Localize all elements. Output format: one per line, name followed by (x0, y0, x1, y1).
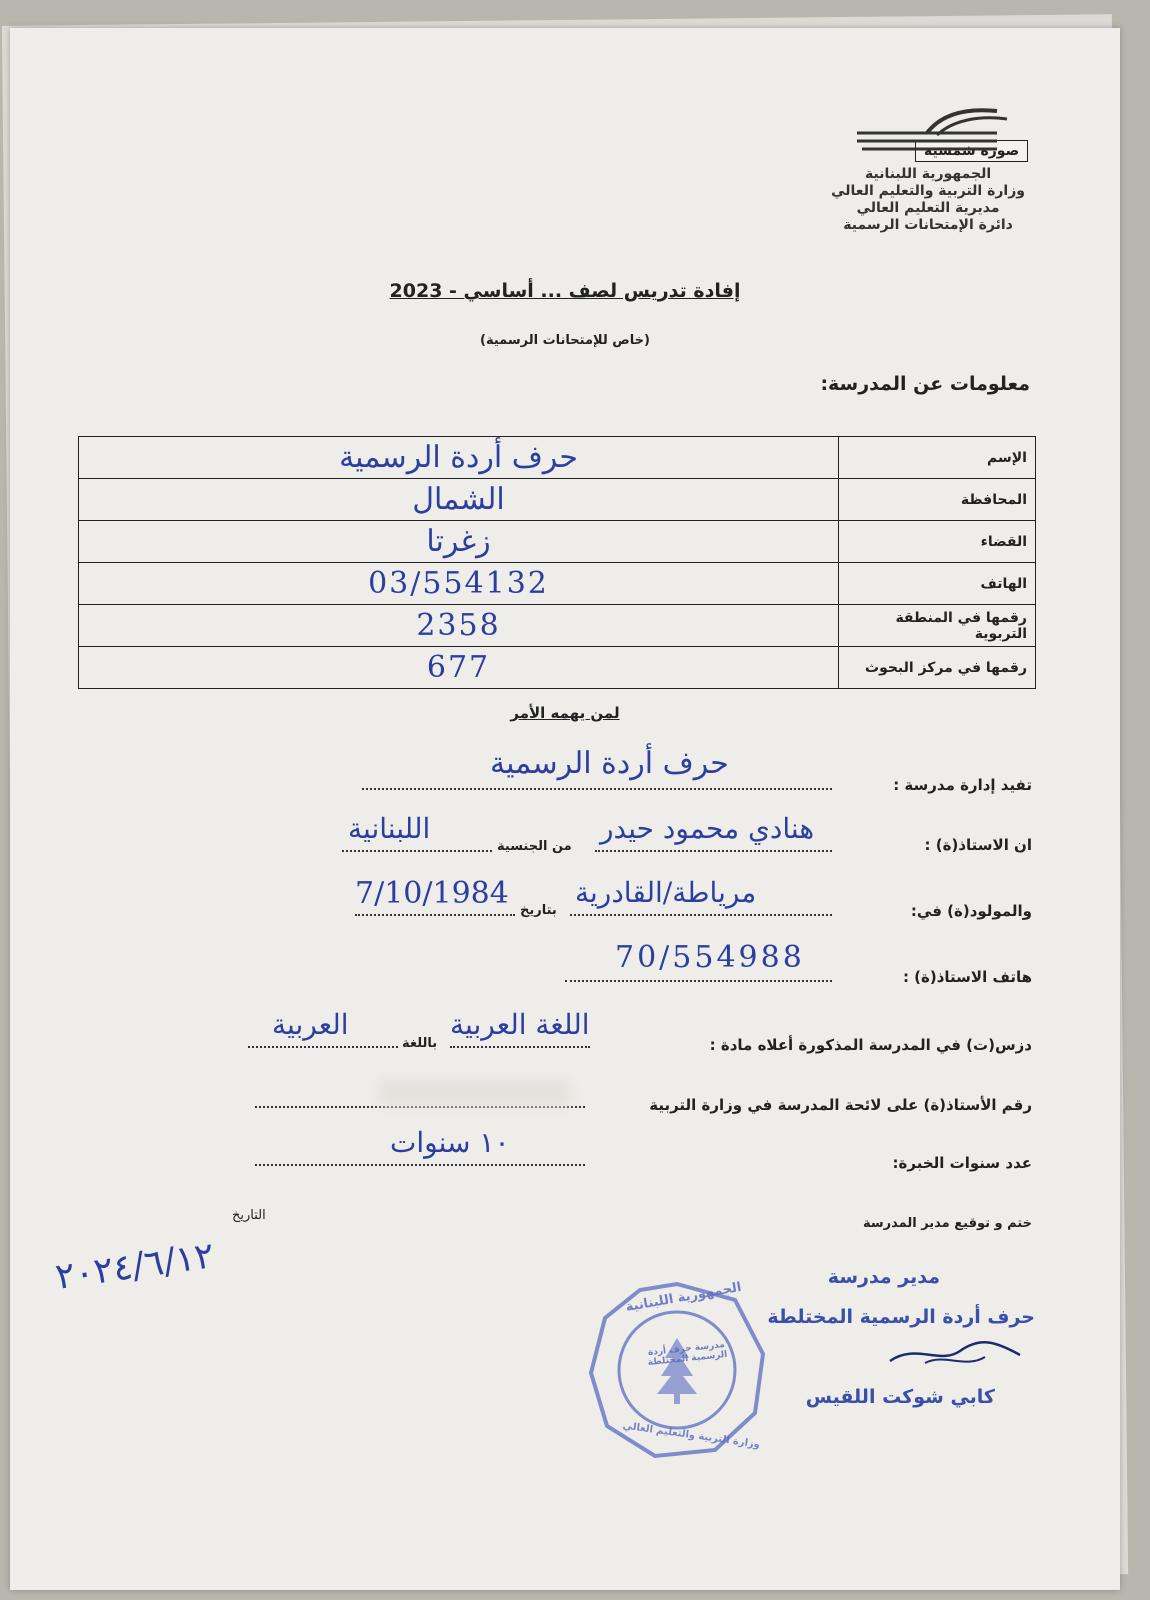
row-value-region-number: 2358 (79, 605, 839, 647)
experience-label: عدد سنوات الخبرة: (892, 1154, 1032, 1172)
header-line-directorate: مديرية التعليم العالي (856, 200, 1000, 216)
to-whom-heading (10, 704, 1120, 722)
row-label-name: الإسم (839, 437, 1036, 479)
language-line (248, 1046, 398, 1048)
row-label-governorate: المحافظة (839, 479, 1036, 521)
header-line-ministry: وزارة التربية والتعليم العالي (831, 183, 1025, 199)
teacher-phone-label: هاتف الاستاذ(ة) : (902, 968, 1032, 986)
school-info-table (78, 436, 1036, 689)
to-whom-text: لمن يهمه الأمر (510, 704, 620, 722)
nationality-label: من الجنسية (497, 839, 572, 854)
document-subtitle: (خاص للإمتحانات الرسمية) (480, 333, 650, 348)
principal-signature (885, 1333, 1025, 1373)
stamp-title: مدير مدرسة (827, 1266, 940, 1288)
header-line-republic: الجمهورية اللبنانية (864, 166, 992, 182)
redacted-registry-number (380, 1080, 570, 1106)
registry-number-line (255, 1106, 585, 1108)
registry-number-label: رقم الأستاذ(ة) على لائحة المدرسة في وزارة التربية (649, 1096, 1032, 1114)
school-admin-value: حرف أردة الرسمية (490, 746, 729, 781)
teacher-value: هنادي محمود حيدر (600, 812, 815, 845)
teacher-phone-line (565, 980, 832, 982)
language-value: العربية (272, 1008, 349, 1041)
date-value: ٢٠٢٤/٦/١٢ (52, 1235, 217, 1298)
language-label: باللغة (402, 1036, 438, 1051)
dob-label: بتاريخ (520, 903, 557, 918)
school-info-heading: معلومات عن المدرسة: (820, 373, 1030, 395)
row-value-phone: 03/554132 (79, 563, 839, 605)
experience-line (255, 1164, 585, 1166)
ministry-logo (847, 103, 1012, 163)
row-value-governorate: الشمال (79, 479, 839, 521)
nationality-value: اللبنانية (348, 812, 431, 845)
row-label-region-number: رقمها في المنطقة التربوية (839, 605, 1036, 647)
row-label-district: القضاء (839, 521, 1036, 563)
row-value-research-number: 677 (79, 647, 839, 689)
seal-outer-text: الجمهورية اللبنانية (624, 1279, 743, 1316)
table-row (79, 479, 1036, 521)
born-label: والمولود(ة) في: (910, 902, 1032, 920)
signature-label: ختم و توقيع مدير المدرسة (862, 1216, 1032, 1231)
row-label-research-number: رقمها في مركز البحوث (839, 647, 1036, 689)
table-row (79, 521, 1036, 563)
dob-line (355, 914, 515, 916)
table-row (79, 563, 1036, 605)
seal-bottom-text: وزارة التربية والتعليم العالي (621, 1420, 761, 1451)
nationality-line (342, 850, 492, 852)
row-value-district: زغرتا (79, 521, 839, 563)
stamp-school-name: حرف أردة الرسمية المختلطة (767, 1306, 1035, 1328)
document-title-text: إفادة تدريس لصف ... أساسي - 2023 (389, 280, 741, 302)
dob-value: 7/10/1984 (355, 876, 509, 911)
date-label: التاريخ (232, 1208, 266, 1223)
teacher-label: ان الاستاذ(ة) : (924, 836, 1032, 854)
seal-inner-text: مدرسة حرف أردة الرسمية المختلطة (647, 1340, 728, 1369)
taught-subject-label: دزس(ت) في المدرسة المذكورة أعلاه مادة : (709, 1036, 1032, 1054)
stamp-principal-name: كابي شوكت اللقيس (805, 1386, 995, 1408)
school-admin-label: تفيد إدارة مدرسة : (893, 776, 1032, 794)
table-row (79, 605, 1036, 647)
ministry-header (831, 166, 1025, 234)
school-admin-line (362, 788, 832, 790)
document-title (10, 280, 1120, 302)
document-page (10, 28, 1120, 1590)
header-line-department: دائرة الإمتحانات الرسمية (843, 217, 1013, 233)
table-row (79, 647, 1036, 689)
row-value-name: حرف أردة الرسمية (79, 437, 839, 479)
row-label-phone: الهاتف (839, 563, 1036, 605)
taught-subject-line (450, 1046, 590, 1048)
born-line (570, 914, 832, 916)
experience-value: ١٠ سنوات (390, 1126, 510, 1159)
teacher-line (595, 850, 832, 852)
born-value: مرياطة/القادرية (575, 876, 757, 909)
teacher-phone-value: 70/554988 (615, 940, 805, 975)
table-row (79, 437, 1036, 479)
taught-subject-value: اللغة العربية (450, 1008, 590, 1041)
photo-placeholder: صورة شمسية (915, 140, 1028, 162)
